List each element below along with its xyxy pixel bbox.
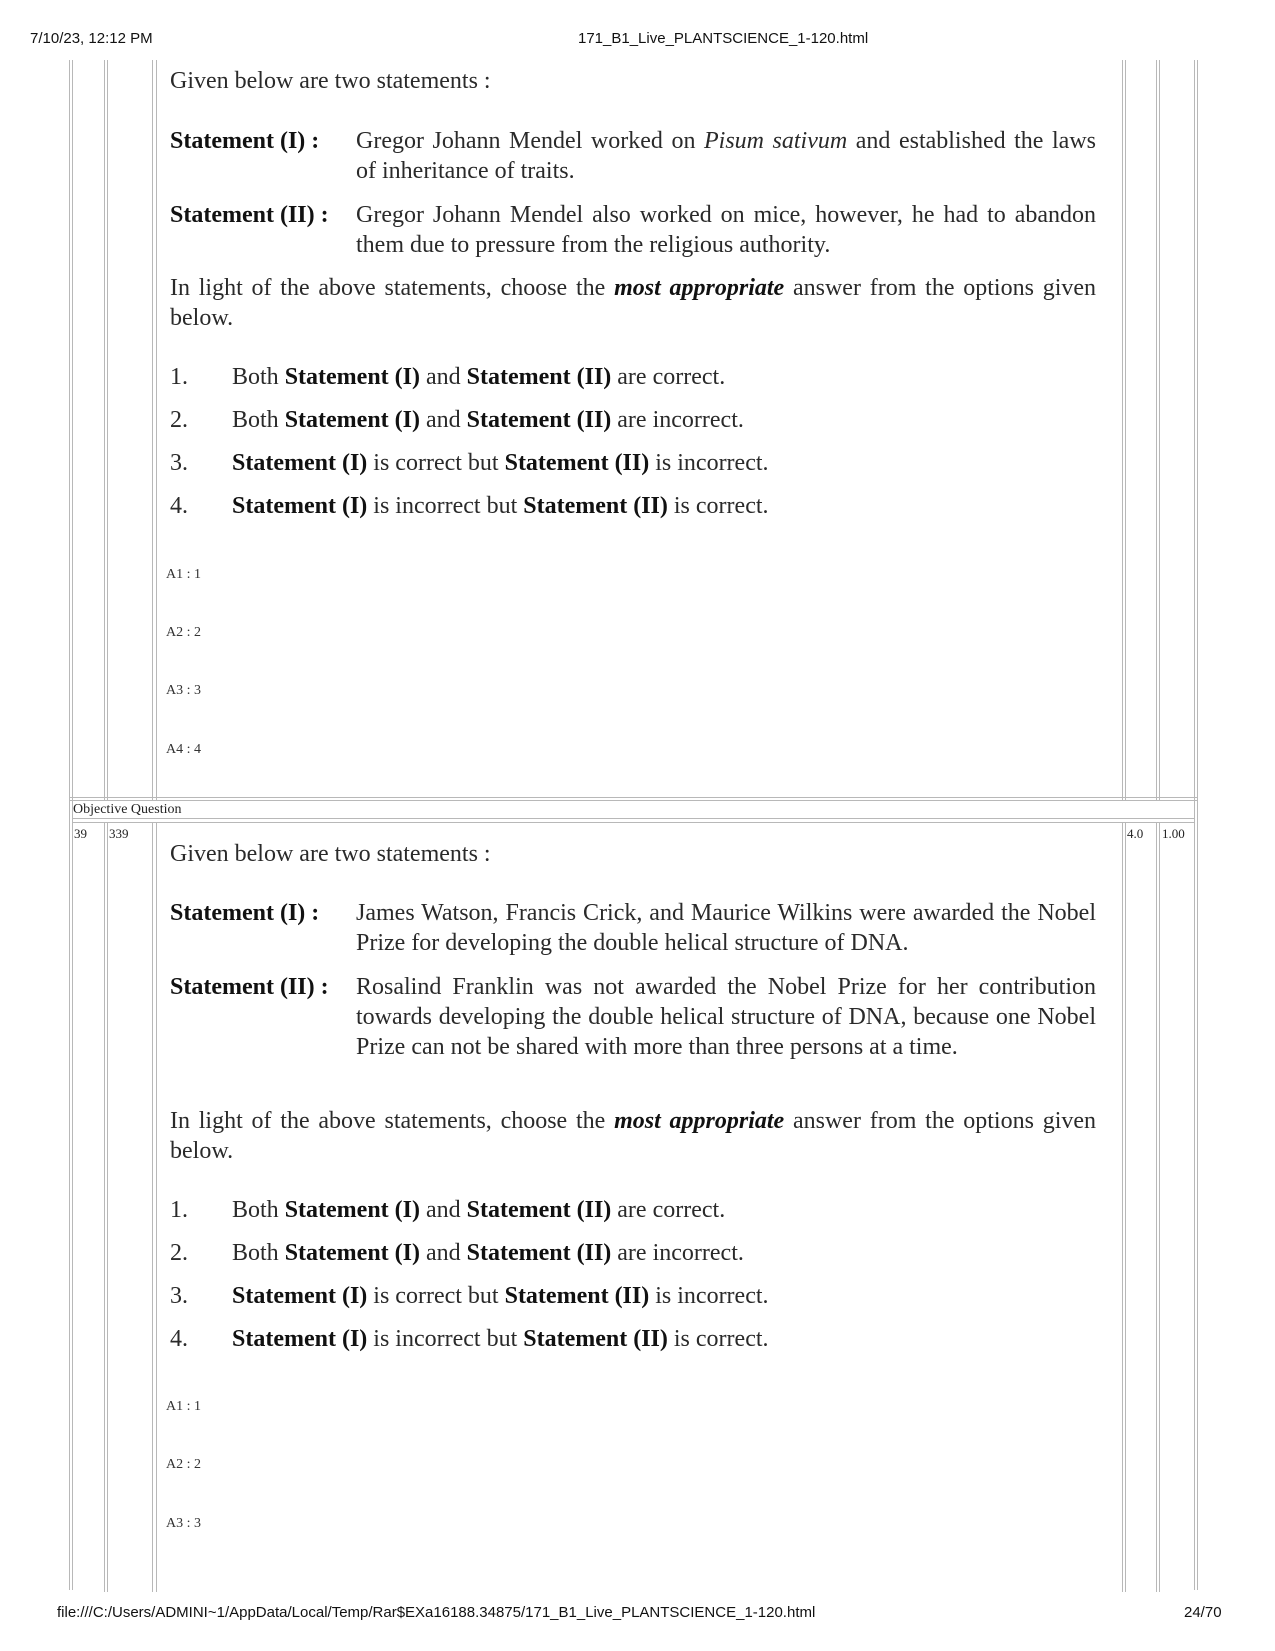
q1-answer-4: A4 : 4 xyxy=(166,742,201,757)
q1-statement-1 xyxy=(170,126,1096,186)
q1-statement-2-text: Gregor Johann Mendel also worked on mice, however, he had to abandon them due to pressure from the religious authority. xyxy=(356,202,1096,258)
q2-statement-1 xyxy=(170,898,1096,958)
q1-instruction: In light of the above statements, choose the most appropriate answer from the options given below. xyxy=(170,275,1097,331)
section-label: Objective Question xyxy=(73,802,182,817)
q1-option-1: 1. Both Statement (I) and Statement (II) are correct. xyxy=(170,364,726,390)
q2-intro: Given below are two statements : xyxy=(170,841,491,867)
q1-statement-2-label: Statement (II) : xyxy=(170,202,329,228)
print-doc-title: 171_B1_Live_PLANTSCIENCE_1-120.html xyxy=(578,30,869,47)
q1-option-2: 2. Both Statement (I) and Statement (II) are incorrect. xyxy=(170,407,744,433)
q2-answer-3: A3 : 3 xyxy=(166,1516,201,1531)
q2-option-3: 3. Statement (I) is correct but Statement (II) is incorrect. xyxy=(170,1283,769,1309)
q2-statement-2-text: Rosalind Franklin was not awarded the Nobel Prize for her contribution towards developing the double helical structure of DNA, because one Nobel Prize can not be shared with more than three persons at a time. xyxy=(356,974,1096,1060)
q2-option-4: 4. Statement (I) is incorrect but Statement (II) is correct. xyxy=(170,1326,769,1352)
q2-negative-marks: 1.00 xyxy=(1162,826,1185,841)
q1-answer-2: A2 : 2 xyxy=(166,625,201,640)
q1-statement-2 xyxy=(170,200,1096,260)
q2-statement-1-text: James Watson, Francis Crick, and Maurice Wilkins were awarded the Nobel Prize for developing the double helical structure of DNA. xyxy=(356,900,1096,956)
q1-option-4: 4. Statement (I) is incorrect but Statement (II) is correct. xyxy=(170,493,769,519)
q1-answer-3: A3 : 3 xyxy=(166,683,201,698)
q2-serial-number: 39 xyxy=(74,826,87,841)
q2-option-2: 2. Both Statement (I) and Statement (II) are incorrect. xyxy=(170,1240,744,1266)
q2-instruction: In light of the above statements, choose the most appropriate answer from the options given below. xyxy=(170,1108,1097,1164)
q1-option-3: 3. Statement (I) is correct but Statement (II) is incorrect. xyxy=(170,450,769,476)
q1-statement-1-text: Gregor Johann Mendel worked on Pisum sativum and established the laws of inheritance of traits. xyxy=(356,128,1096,184)
q2-question-id: 339 xyxy=(109,826,129,841)
species-name: Pisum sativum xyxy=(703,128,848,154)
q2-statement-2-label: Statement (II) : xyxy=(170,974,329,1000)
q2-answer-1: A1 : 1 xyxy=(166,1399,201,1414)
print-file-path: file:///C:/Users/ADMINI~1/AppData/Local/Temp/Rar$EXa16188.34875/171_B1_Live_PLANTSCIENCE_1-120.html xyxy=(57,1604,816,1621)
q1-statement-1-label: Statement (I) : xyxy=(170,128,320,154)
q1-intro: Given below are two statements : xyxy=(170,68,491,94)
q1-answer-1: A1 : 1 xyxy=(166,567,201,582)
q2-answer-2: A2 : 2 xyxy=(166,1457,201,1472)
q2-marks: 4.0 xyxy=(1127,826,1144,841)
print-page-number: 24/70 xyxy=(1184,1604,1222,1621)
print-datetime: 7/10/23, 12:12 PM xyxy=(30,30,153,47)
q2-statement-2 xyxy=(170,972,1096,1092)
q2-option-1: 1. Both Statement (I) and Statement (II) are correct. xyxy=(170,1197,726,1223)
q2-statement-1-label: Statement (I) : xyxy=(170,900,320,926)
